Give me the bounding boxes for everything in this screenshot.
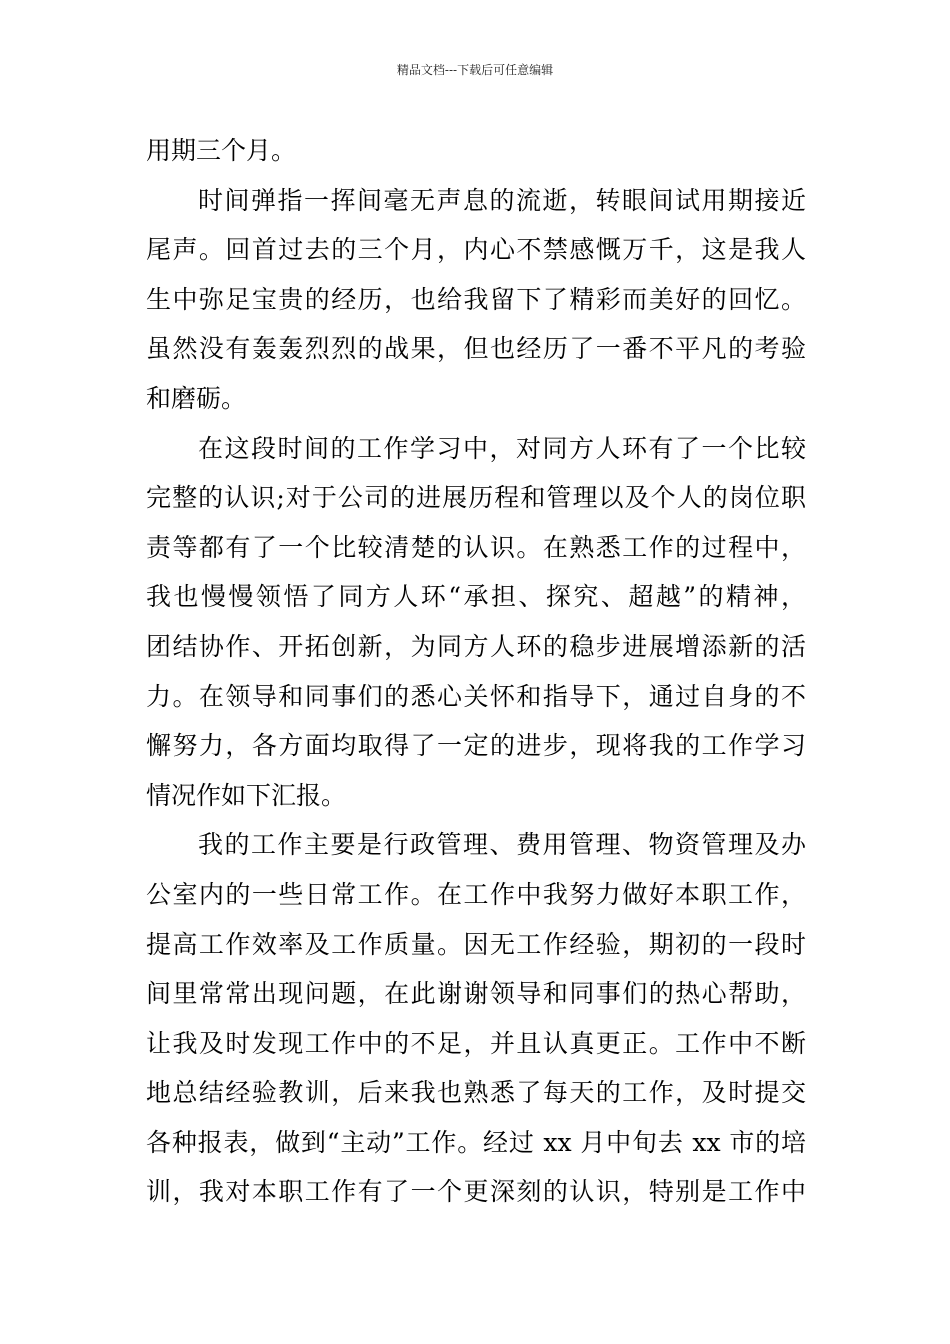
text-line: 间里常常出现问题，在此谢谢领导和同事们的热心帮助， xyxy=(146,979,806,1009)
text-line: 团结协作、开拓创新，为同方人环的稳步进展增添新的活 xyxy=(146,631,806,661)
text-line: 提高工作效率及工作质量。因无工作经验，期初的一段时 xyxy=(146,929,806,959)
text-line: 训，我对本职工作有了一个更深刻的认识，特别是工作中 xyxy=(146,1177,806,1207)
text-line: 尾声。回首过去的三个月，内心不禁感慨万千，这是我人 xyxy=(146,235,806,265)
paragraph-first-line: 在这段时间的工作学习中，对同方人环有了一个比较 xyxy=(198,433,806,463)
text-line: 公室内的一些日常工作。在工作中我努力做好本职工作， xyxy=(146,879,806,909)
text-line: 虽然没有轰轰烈烈的战果，但也经历了一番不平凡的考验 xyxy=(146,334,806,364)
text-line: 责等都有了一个比较清楚的认识。在熟悉工作的过程中， xyxy=(146,532,806,562)
text-line: 力。在领导和同事们的悉心关怀和指导下，通过自身的不 xyxy=(146,681,806,711)
document-body xyxy=(146,126,806,1217)
text-line: 地总结经验教训，后来我也熟悉了每天的工作，及时提交 xyxy=(146,1078,806,1108)
text-line: 各种报表，做到“主动”工作。经过 xx 月中旬去 xx 市的培 xyxy=(146,1127,806,1157)
paragraph-first-line: 我的工作主要是行政管理、费用管理、物资管理及办 xyxy=(198,830,806,860)
text-line: 用期三个月。 xyxy=(146,136,297,165)
paragraph-first-line: 时间弹指一挥间毫无声息的流逝，转眼间试用期接近 xyxy=(198,185,806,215)
text-line: 完整的认识;对于公司的进展历程和管理以及个人的岗位职 xyxy=(146,483,806,513)
text-line: 懈努力，各方面均取得了一定的进步，现将我的工作学习 xyxy=(146,731,806,761)
text-line: 情况作如下汇报。 xyxy=(146,780,347,810)
text-line: 和磨砺。 xyxy=(146,383,247,413)
text-line: 生中弥足宝贵的经历，也给我留下了精彩而美好的回忆。 xyxy=(146,284,806,314)
page-header: 精品文档---下载后可任意编辑 xyxy=(396,63,554,77)
text-line: 我也慢慢领悟了同方人环“承担、探究、超越”的精神， xyxy=(146,582,806,612)
text-line: 让我及时发现工作中的不足，并且认真更正。工作中不断 xyxy=(146,1028,806,1058)
